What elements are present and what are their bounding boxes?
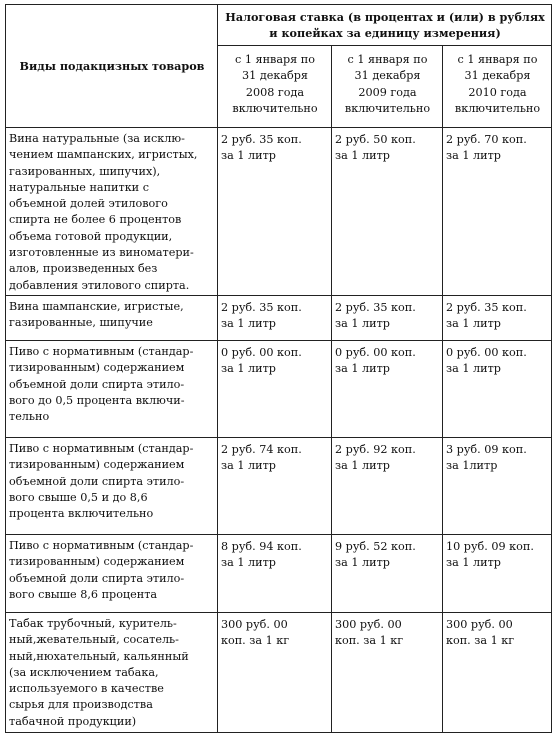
text-line: объемной долей этилового [9,197,168,211]
text-line: за 1литр [446,459,498,473]
text-line: тизированным) содержанием [9,361,185,375]
header-period-2008 [218,46,332,128]
goods-cell [6,613,218,733]
rate-cell-2008 [218,613,332,733]
text-line: Налоговая ставка (в процентах и (или) в рублях [225,10,545,24]
goods-cell [6,341,218,438]
table-row [6,341,552,438]
text-line: 2008 года [245,85,305,99]
text-line: 0 руб. 00 коп. [335,346,416,359]
table-row [6,128,552,296]
rate-cell-2009 [332,128,443,296]
text-line: за 1 литр [335,149,390,163]
text-line: 2 руб. 50 коп. [335,133,416,146]
rate-cell-2008 [218,535,332,613]
document-page [5,4,552,733]
text-line: изготовленные из виноматери- [9,246,194,260]
goods-cell [6,128,218,296]
rate-cell-2008 [218,438,332,535]
text-line: 0 руб. 00 коп. [221,346,302,359]
text-line: коп. за 1 кг [446,634,515,648]
text-line: за 1 литр [335,556,390,570]
text-line: тизированным) содержанием [9,458,185,472]
rate-cell-2009 [332,341,443,438]
text-line: за 1 литр [221,556,276,570]
goods-cell [6,438,218,535]
text-line: 2 руб. 35 коп. [221,133,302,146]
text-line: 0 руб. 00 коп. [446,346,527,359]
rate-cell-2008 [218,296,332,341]
text-line: Виды подакцизных товаров [19,58,205,73]
text-line: объема готовой продукции, [9,229,173,243]
text-line: за 1 литр [221,459,276,473]
goods-cell [6,535,218,613]
table-row [6,296,552,341]
text-line: 300 руб. 00 [335,618,402,631]
table-row [6,438,552,535]
text-line: 8 руб. 94 коп. [221,540,302,553]
text-line: ный,нюхательный, кальянный [9,649,189,663]
text-line: за 1 литр [446,556,501,570]
text-line: 3 руб. 09 коп. [446,443,527,456]
text-line: процента включительно [9,507,154,521]
text-line: с 1 января по [235,53,315,66]
text-line: с 1 января по [457,53,538,66]
rate-cell-2008 [218,341,332,438]
text-line: 2009 года [358,85,417,99]
text-line: за 1 литр [335,362,390,376]
excise-tax-table [5,4,552,733]
text-line: за 1 литр [335,317,390,331]
text-line: алов, произведенных без [9,262,158,276]
text-line: табачной продукции) [9,714,137,728]
header-period-2009 [332,46,443,128]
text-line: за 1 литр [221,149,276,163]
text-line: Пиво с нормативным (стандар- [9,539,194,552]
text-line: Табак трубочный, куритель- [9,617,177,630]
header-period-2010 [443,46,552,128]
text-line: 10 руб. 09 коп. [446,540,534,553]
text-line: тельно [9,410,50,424]
rate-cell-2009 [332,535,443,613]
text-line: 2 руб. 92 коп. [335,443,416,456]
text-line: Вина шампанские, игристые, [9,300,184,313]
text-line: за 1 литр [446,149,501,163]
text-line: объемной доли спирта этило- [9,377,185,391]
rate-cell-2010 [443,438,552,535]
rate-cell-2010 [443,128,552,296]
text-line: натуральные напитки с [9,180,149,194]
text-line: 2 руб. 35 коп. [446,301,527,314]
text-line: включительно [454,101,541,115]
goods-cell [6,296,218,341]
text-line: 2 руб. 74 коп. [221,443,302,456]
text-line: 31 декабря [354,69,421,83]
rate-cell-2010 [443,341,552,438]
text-line: спирта не более 6 процентов [9,213,182,227]
text-line: 2010 года [468,85,527,99]
text-line: объемной доли спирта этило- [9,571,185,585]
text-line: вого свыше 0,5 и до 8,6 [9,490,148,504]
rate-cell-2009 [332,613,443,733]
text-line: тизированным) содержанием [9,555,185,569]
rate-cell-2010 [443,535,552,613]
text-line: объемной доли спирта этило- [9,474,185,488]
text-line: вого свыше 8,6 процента [9,587,158,601]
rate-cell-2010 [443,296,552,341]
table-header-row [6,5,552,46]
text-line: за 1 литр [446,317,501,331]
rate-cell-2009 [332,296,443,341]
table-row [6,535,552,613]
rate-cell-2009 [332,438,443,535]
text-line: 31 декабря [464,69,531,83]
text-line: коп. за 1 кг [221,634,290,648]
text-line: ный,жевательный, сосатель- [9,633,179,647]
text-line: за 1 литр [335,459,390,473]
table-row [6,613,552,733]
text-line: газированных, шипучих), [9,164,161,178]
text-line: газированные, шипучие [9,316,153,330]
text-line: 300 руб. 00 [446,618,513,631]
text-line: 9 руб. 52 коп. [335,540,416,553]
text-line: 2 руб. 35 коп. [221,301,302,314]
text-line: чением шампанских, игристых, [9,148,198,162]
text-line: с 1 января по [347,53,428,66]
text-line: Пиво с нормативным (стандар- [9,442,194,455]
text-line: 31 декабря [242,69,308,83]
header-goods-type [6,5,218,128]
text-line: добавления этилового спирта. [9,278,190,292]
text-line: Вина натуральные (за исклю- [9,132,185,145]
text-line: 2 руб. 70 коп. [446,133,527,146]
text-line: (за исключением табака, [9,665,159,679]
text-line: включительно [344,101,431,115]
text-line: коп. за 1 кг [335,634,404,648]
rate-cell-2010 [443,613,552,733]
text-line: сырья для производства [9,698,153,712]
text-line: Пиво с нормативным (стандар- [9,345,194,358]
text-line: за 1 литр [446,362,501,376]
text-line: вого до 0,5 процента включи- [9,393,185,407]
text-line: 2 руб. 35 коп. [335,301,416,314]
text-line: 300 руб. 00 [221,618,288,631]
text-line: используемого в качестве [9,682,164,696]
rate-cell-2008 [218,128,332,296]
header-tax-rate [218,5,552,46]
text-line: и копейках за единицу измерения) [269,26,501,41]
text-line: за 1 литр [221,317,276,331]
text-line: за 1 литр [221,362,276,376]
text-line: включительно [232,101,318,115]
